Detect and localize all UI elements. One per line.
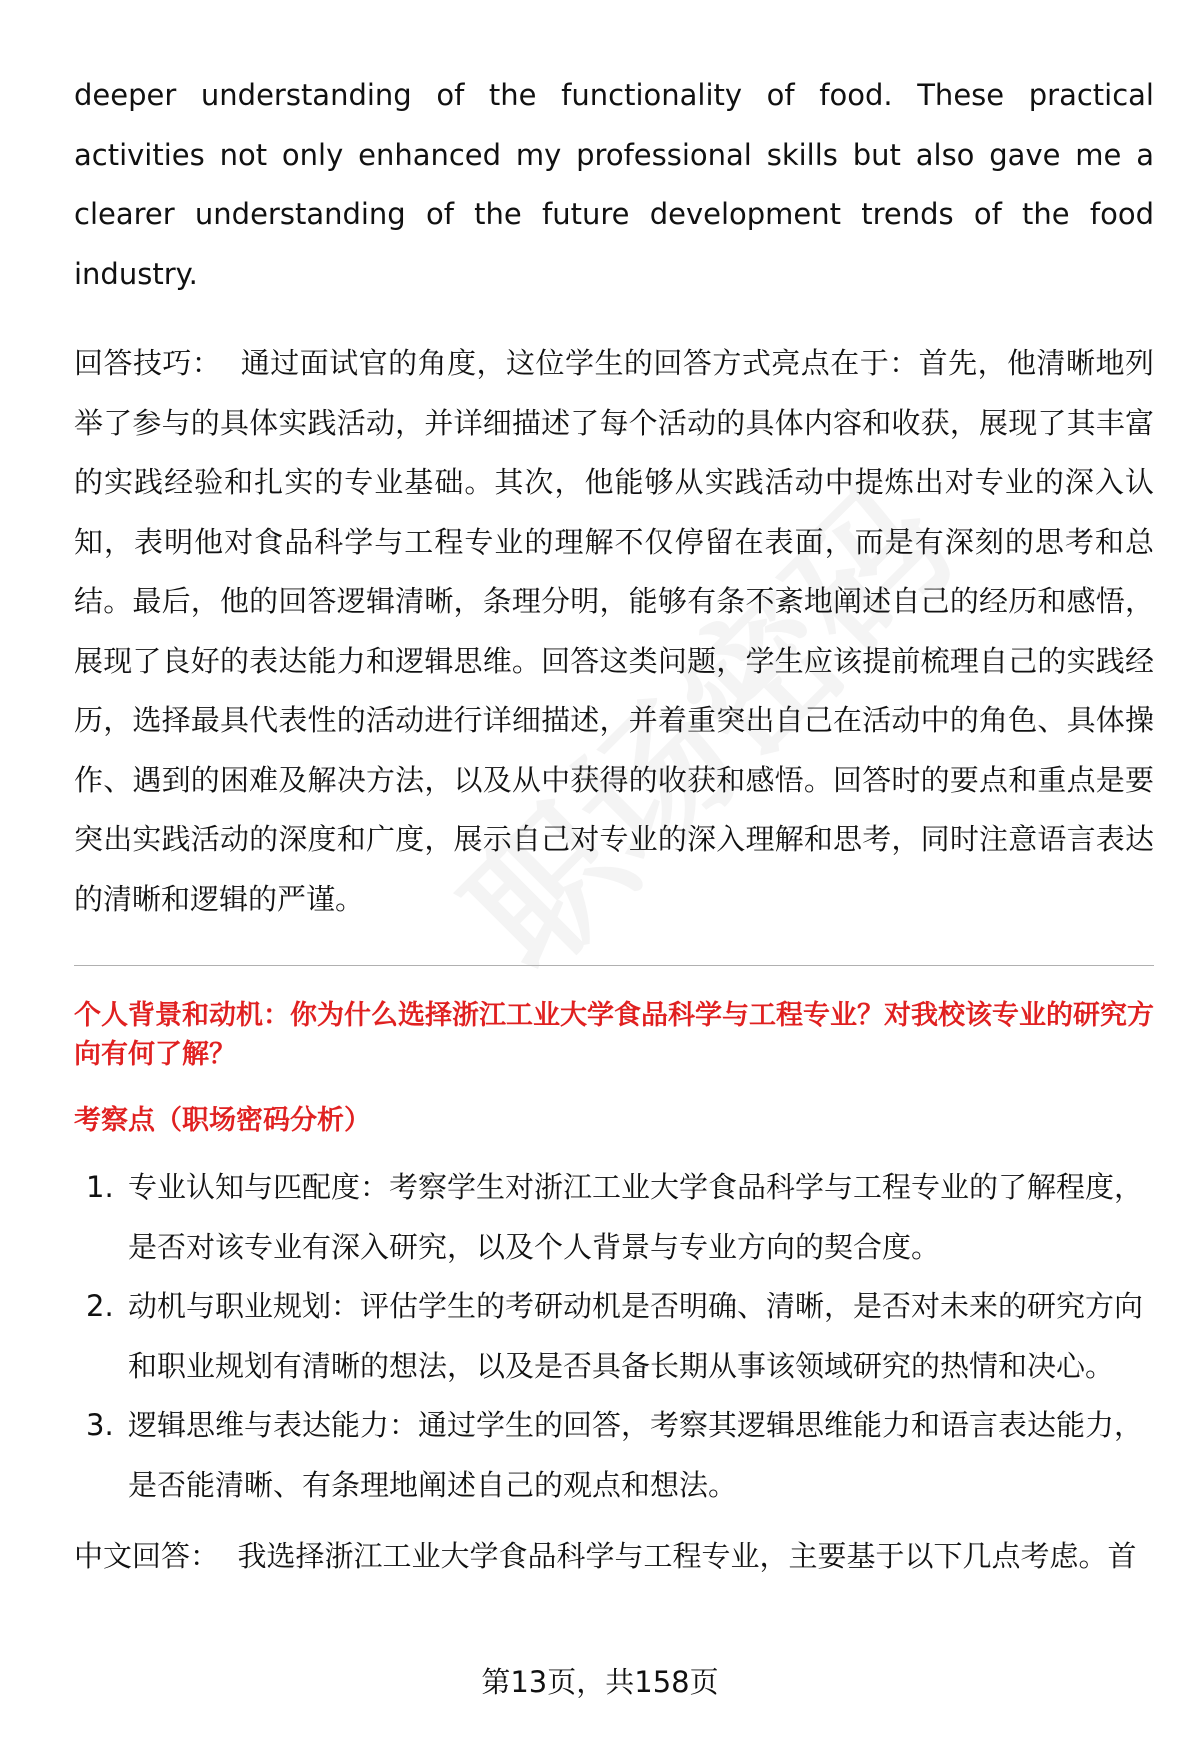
section-divider (74, 965, 1154, 966)
list-item-text: 专业认知与匹配度：考察学生对浙江工业大学食品科学与工程专业的了解程度，是否对该专业有深入研究，以及个人背景与专业方向的契合度。 (128, 1170, 1144, 1264)
answer-paragraph (74, 1527, 1154, 1587)
list-item (74, 1158, 1154, 1277)
list-item-text: 逻辑思维与表达能力：通过学生的回答，考察其逻辑思维能力和语言表达能力，是否能清晰、有条理地阐述自己的观点和想法。 (128, 1408, 1144, 1502)
question-heading: 个人背景和动机：你为什么选择浙江工业大学食品科学与工程专业？对我校该专业的研究方向有何了解？ (74, 1000, 1154, 1070)
list-item (74, 1277, 1154, 1396)
intro-paragraph: deeper understanding of the functionality of food. These practical activities not only enhanced my professional skills but also gave me a clearer understanding of the future development trends of the food industry. (74, 78, 1154, 291)
tips-text: 通过面试官的角度，这位学生的回答方式亮点在于：首先，他清晰地列举了参与的具体实践活动，并详细描述了每个活动的具体内容和收获，展现了其丰富的实践经验和扎实的专业基础。其次，他能够从实践活动中提炼出对专业的深入认知，表明他对食品科学与工程专业的理解不仅停留在表面，而是有深刻的思考和总结。最后，他的回答逻辑清晰，条理分明，能够有条不紊地阐述自己的经历和感悟，展现了良好的表达能力和逻辑思维。回答这类问题，学生应该提前梳理自己的实践经历，选择最具代表性的活动进行详细描述，并着重突出自己在活动中的角色、具体操作、遇到的困难及解决方法，以及从中获得的收获和感悟。回答时的要点和重点是要突出实践活动的深度和广度，展示自己对专业的深入理解和思考，同时注意语言表达的清晰和逻辑的严谨。 (74, 346, 1154, 916)
list-item-number: 3. (86, 1408, 114, 1442)
tips-label: 回答技巧： (74, 346, 222, 380)
list-item-number: 2. (86, 1289, 114, 1323)
list-item-number: 1. (86, 1170, 114, 1204)
page-content (74, 66, 1154, 1587)
analysis-heading: 考察点（职场密码分析） (74, 1105, 371, 1136)
answer-label: 中文回答： (74, 1539, 220, 1573)
tips-paragraph (74, 334, 1154, 929)
answer-text: 我选择浙江工业大学食品科学与工程专业，主要基于以下几点考虑。首 (237, 1539, 1137, 1573)
analysis-list (74, 1158, 1154, 1515)
list-item-text: 动机与职业规划：评估学生的考研动机是否明确、清晰，是否对未来的研究方向和职业规划有清晰的想法，以及是否具备长期从事该领域研究的热情和决心。 (128, 1289, 1144, 1383)
list-item (74, 1396, 1154, 1515)
page-footer: 第13页，共158页 (481, 1665, 719, 1699)
